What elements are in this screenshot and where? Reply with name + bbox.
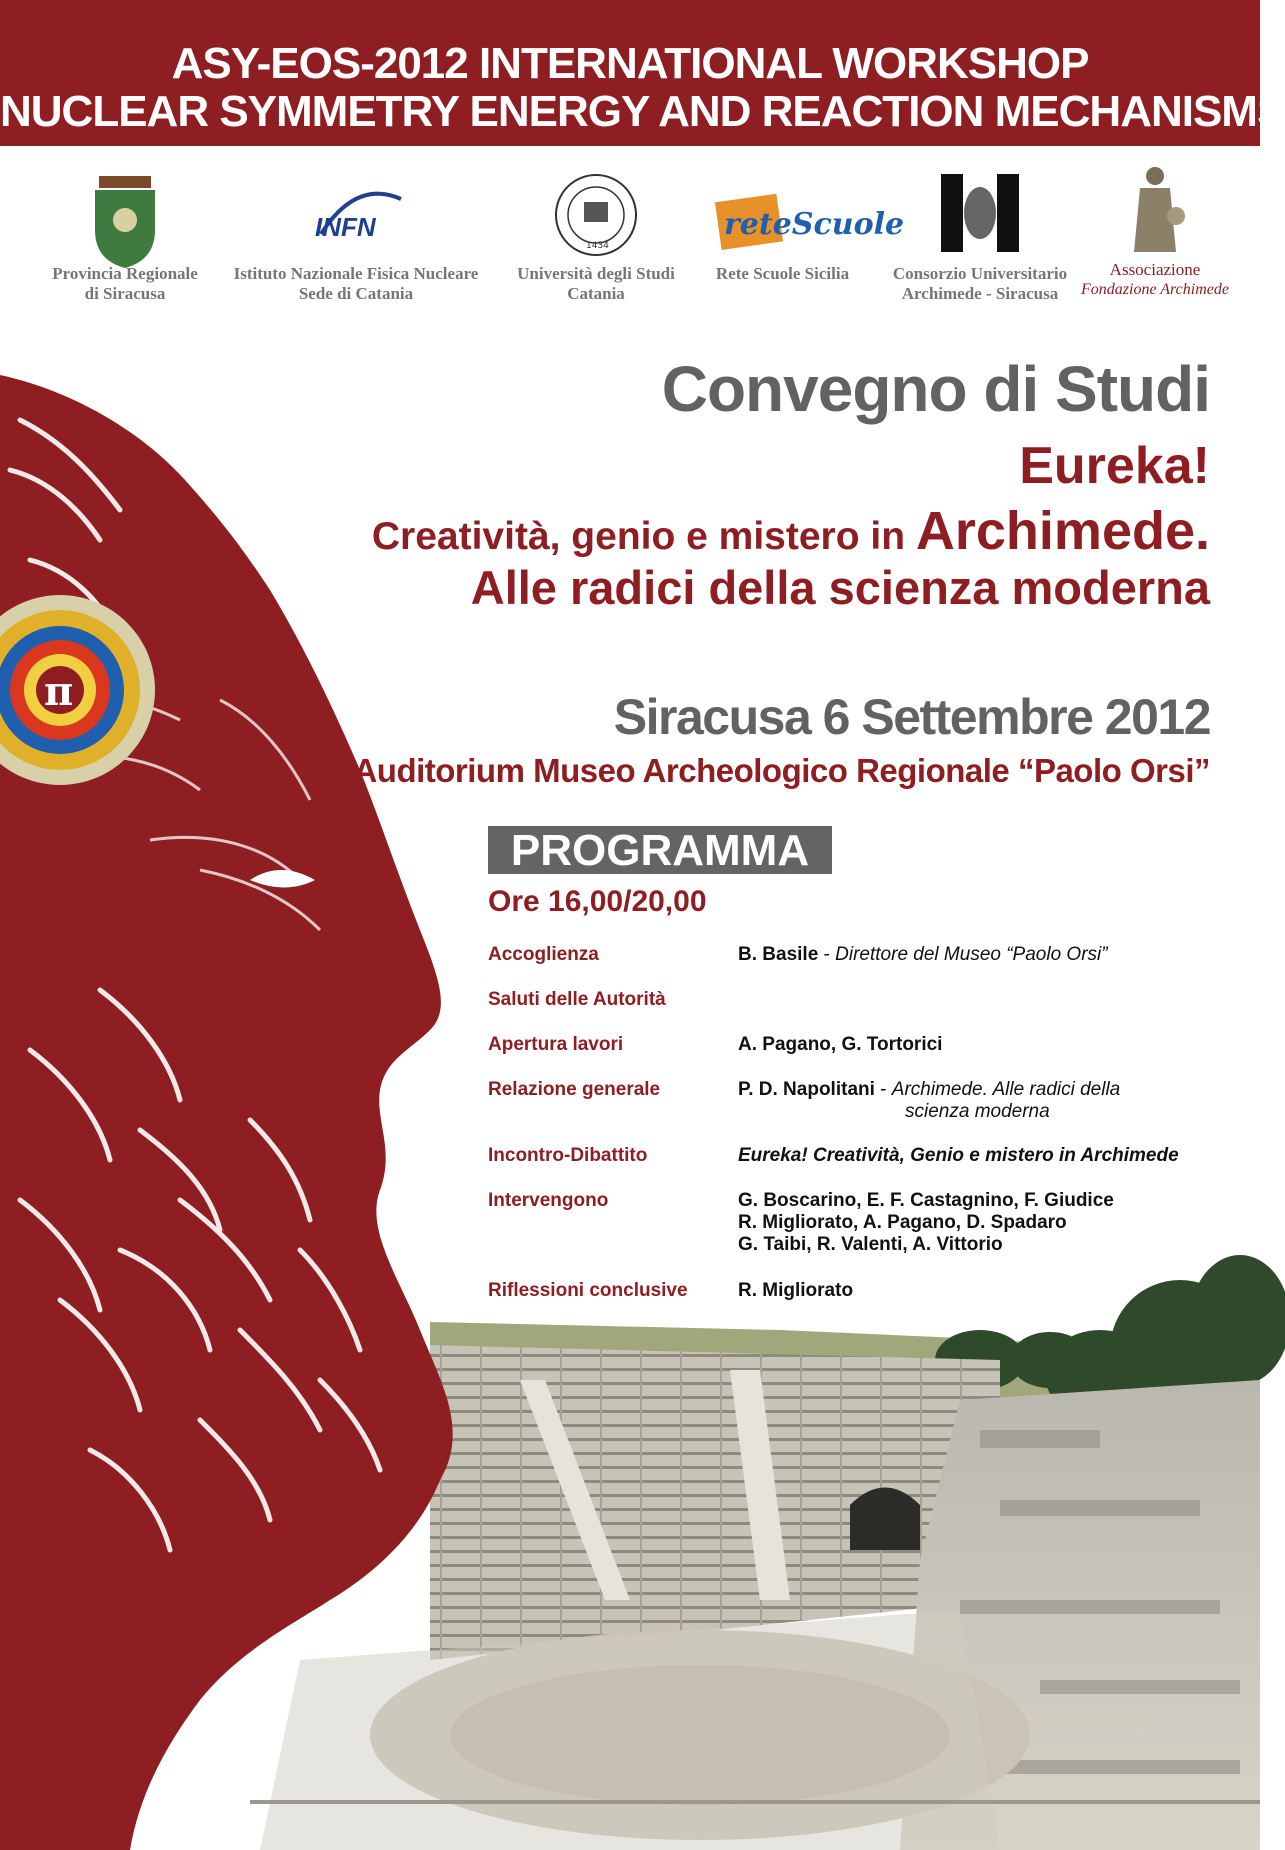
programme-row-value: B. Basile - Direttore del Museo “Paolo Orsi” (738, 944, 1108, 965)
logo-rete-scuole-caption: Rete Scuole Sicilia (715, 264, 850, 283)
header-title-line1: ASY-EOS-2012 INTERNATIONAL WORKSHOP (171, 39, 1089, 88)
logo-fondazione-archimede (1080, 160, 1230, 320)
programma-badge: PROGRAMMA (488, 826, 832, 874)
rete-scuole-logo-icon (708, 180, 904, 260)
logo-provincia-caption-1: Provincia Regionale (52, 264, 198, 283)
programme-row-value: Eureka! Creatività, Genio e mistero in Archimede (738, 1145, 1179, 1166)
conference-title: Convegno di Studi (661, 353, 1210, 425)
programme-row-value: G. Boscarino, E. F. Castagnino, F. Giudice R. Migliorato, A. Pagano, D. Spadaro G. Taibi, R. Valenti, A. Vittorio (738, 1190, 1114, 1255)
logo-unict (500, 160, 692, 310)
logo-provincia (40, 160, 210, 310)
header-title-line2: NUCLEAR SYMMETRY ENERGY AND REACTION MECHANISMS (0, 87, 1285, 136)
event-venue: Auditorium Museo Archeologico Regionale “Paolo Orsi” (353, 752, 1210, 789)
programme-row-label: Riflessioni conclusive (488, 1280, 688, 1301)
subtitle-archimede: Archimede. (915, 501, 1210, 561)
programme-row-label: Relazione generale (488, 1079, 661, 1100)
subtitle-radici: Alle radici della scienza moderna (470, 561, 1210, 614)
logo-cua-caption-1: Consorzio Universitario (892, 264, 1068, 283)
logo-infn-caption-1: Istituto Nazionale Fisica Nucleare (233, 264, 479, 283)
logo-unict-caption-2: Catania (567, 284, 625, 303)
logo-unict-caption-1: Università degli Studi (517, 264, 675, 283)
programme-row-label: Intervengono (488, 1190, 609, 1211)
header-banner (0, 0, 1285, 146)
logo-infn (226, 160, 486, 310)
programme-row-value: R. Migliorato (738, 1280, 854, 1301)
eureka-title: Eureka! (1019, 437, 1210, 495)
logo-infn-caption-2: Sede di Catania (298, 284, 414, 303)
programma-time: Ore 16,00/20,00 (488, 885, 707, 918)
pi-symbol: π (44, 668, 74, 715)
logo-fondazione-caption-1: Associazione (1109, 260, 1201, 279)
subtitle-creativita (372, 500, 1210, 562)
logo-fondazione-caption-2: Fondazione Archimede (1081, 281, 1229, 298)
logo-cua (870, 160, 1090, 310)
event-date: Siracusa 6 Settembre 2012 (613, 689, 1210, 745)
archimedes-statue-icon (1120, 162, 1190, 257)
logo-cua-caption-2: Archimede - Siracusa (901, 284, 1059, 303)
programme-row-label: Accoglienza (488, 944, 599, 965)
programme-row-value: A. Pagano, G. Tortorici (738, 1034, 943, 1055)
university-seal-icon (551, 170, 641, 260)
svg-text:1434: 1434 (586, 241, 609, 251)
programme-row-value: P. D. Napolitani - Archimede. Alle radici della scienza moderna (738, 1079, 1121, 1122)
svg-text:INFN: INFN (315, 212, 376, 242)
logo-rete-scuole (700, 160, 904, 310)
logo-provincia-caption-2: di Siracusa (84, 284, 166, 303)
provincia-crest-icon (85, 170, 165, 270)
cua-logo-icon (935, 168, 1025, 258)
programme-row-label: Apertura lavori (488, 1034, 624, 1055)
svg-text:reteScuole: reteScuole (723, 207, 904, 242)
subtitle-creativita-text: Creatività, genio e mistero in (371, 515, 906, 558)
programme-row-label: Saluti delle Autorità (488, 989, 666, 1010)
infn-logo-icon (301, 174, 411, 264)
programme-row-label: Incontro-Dibattito (488, 1145, 648, 1166)
